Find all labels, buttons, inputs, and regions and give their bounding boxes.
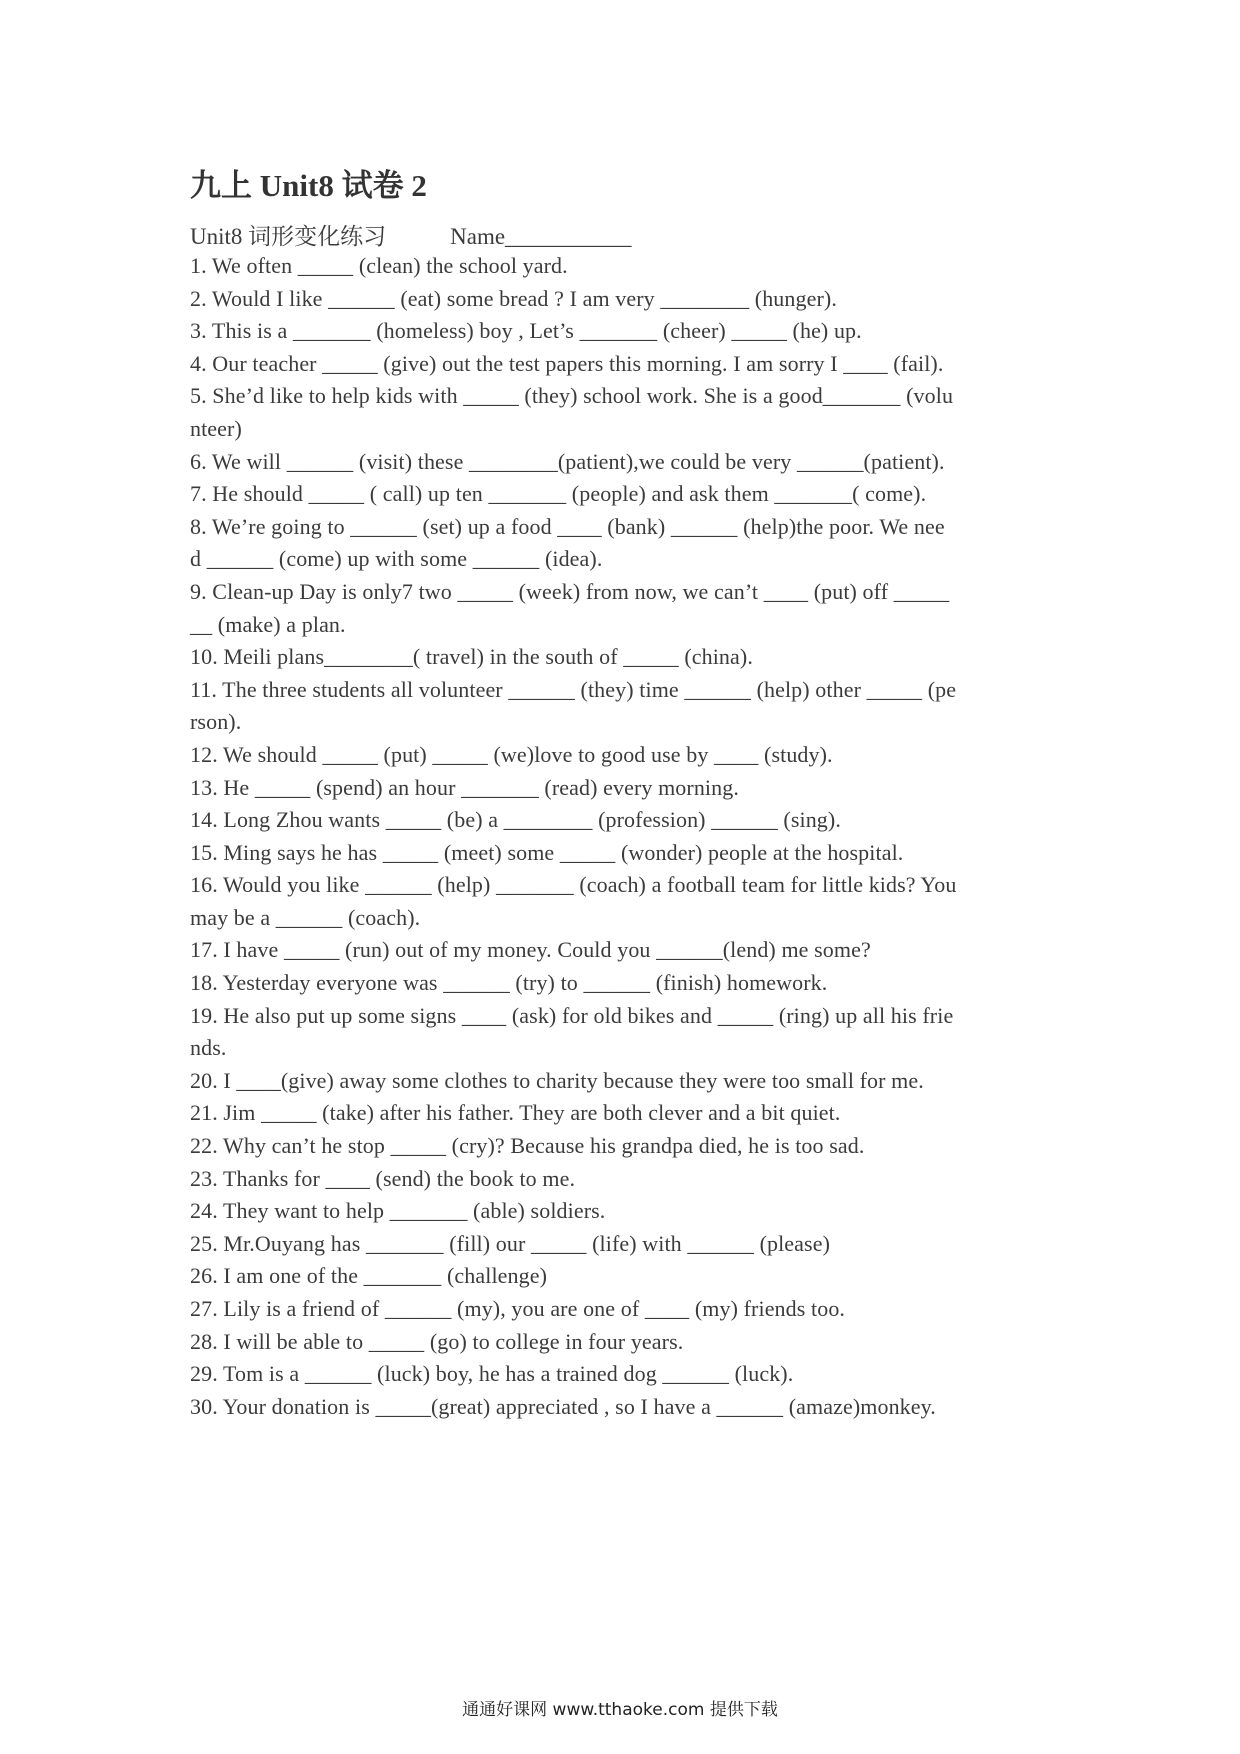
exercise-item — [190, 1260, 1060, 1293]
exercise-item — [190, 674, 1060, 739]
exercise-text: 15. Ming says he has _____ (meet) some _____ (wonder) people at the hospital. — [190, 839, 904, 865]
exercise-text: 8. We’re going to ______ (set) up a food ____ (bank) ______ (help)the poor. We nee — [190, 513, 945, 539]
exercise-text: 25. Mr.Ouyang has _______ (fill) our _____ (life) with ______ (please) — [190, 1230, 830, 1256]
exercise-text: 26. I am one of the _______ (challenge) — [190, 1263, 548, 1289]
exercise-text: 12. We should _____ (put) _____ (we)love to good use by ____ (study). — [190, 741, 833, 767]
worksheet-subtitle: Unit8 词形变化练习 — [190, 224, 387, 249]
exercise-text: 10. Meili plans________( travel) in the south of _____ (china). — [190, 644, 753, 670]
exercise-item — [190, 348, 1060, 381]
exercise-item — [190, 511, 1060, 576]
exercise-text-continued: d ______ (come) up with some ______ (idea). — [190, 546, 603, 572]
exercise-text: 18. Yesterday everyone was ______ (try) to ______ (finish) homework. — [190, 970, 828, 996]
name-field-label: Name___________ — [450, 224, 632, 249]
exercise-text: 27. Lily is a friend of ______ (my), you are one of ____ (my) friends too. — [190, 1296, 846, 1321]
exercise-item — [190, 1358, 1060, 1391]
exercise-text: 11. The three students all volunteer ______ (they) time ______ (help) other _____ (pe — [190, 676, 957, 702]
exercise-text: 17. I have _____ (run) out of my money. Could you ______(lend) me some? — [190, 937, 871, 963]
exercise-text: 22. Why can’t he stop _____ (cry)? Because his grandpa died, he is too sad. — [190, 1133, 865, 1159]
exercise-text: 21. Jim _____ (take) after his father. They are both clever and a bit quiet. — [190, 1100, 841, 1126]
exercise-item — [190, 772, 1060, 805]
exercise-text: 13. He _____ (spend) an hour _______ (read) every morning. — [190, 774, 739, 800]
exercise-item — [190, 315, 1060, 348]
exercise-item — [190, 1097, 1060, 1130]
exercise-text: 24. They want to help _______ (able) soldiers. — [190, 1198, 606, 1224]
exercise-text: 16. Would you like ______ (help) _______ (coach) a football team for little kids? You — [190, 872, 957, 898]
exercise-list — [190, 250, 1060, 1423]
exercise-item — [190, 283, 1060, 316]
page-title: 九上 Unit8 试卷 2 — [190, 168, 427, 203]
exercise-item — [190, 804, 1060, 837]
exercise-item — [190, 1195, 1060, 1228]
exercise-text-continued: nds. — [190, 1035, 227, 1061]
exercise-item — [190, 380, 1060, 445]
exercise-text: 30. Your donation is _____(great) appreciated , so I have a ______ (amaze)monkey. — [190, 1393, 936, 1419]
exercise-text: 28. I will be able to _____ (go) to college in four years. — [190, 1328, 684, 1354]
exercise-text: 14. Long Zhou wants _____ (be) a ________ (profession) ______ (sing). — [190, 807, 841, 833]
exercise-item — [190, 1326, 1060, 1359]
subheader — [190, 218, 632, 251]
exercise-item — [190, 1228, 1060, 1261]
exercise-item — [190, 446, 1060, 479]
exercise-item — [190, 869, 1060, 934]
exercise-text: 2. Would I like ______ (eat) some bread ? I am very ________ (hunger). — [190, 285, 837, 311]
exercise-text: 4. Our teacher _____ (give) out the test papers this morning. I am sorry I ____ (fail). — [190, 350, 944, 376]
exercise-item — [190, 1293, 1060, 1326]
exercise-text: 9. Clean-up Day is only7 two _____ (week) from now, we can’t ____ (put) off _____ — [190, 578, 950, 604]
exercise-item — [190, 739, 1060, 772]
exercise-text: 5. She’d like to help kids with _____ (they) school work. She is a good_______ (volu — [190, 383, 954, 409]
exercise-item — [190, 967, 1060, 1000]
exercise-text: 7. He should _____ ( call) up ten _______ (people) and ask them _______( come). — [190, 481, 927, 507]
exercise-item — [190, 1391, 1060, 1424]
exercise-item — [190, 1163, 1060, 1196]
exercise-text: 23. Thanks for ____ (send) the book to me. — [190, 1165, 576, 1191]
exercise-item — [190, 1065, 1060, 1098]
exercise-text-continued: rson). — [190, 709, 242, 735]
exercise-text: 19. He also put up some signs ____ (ask) for old bikes and _____ (ring) up all his frie — [190, 1002, 954, 1028]
exercise-text: 6. We will ______ (visit) these ________(patient),we could be very ______(patient). — [190, 448, 945, 474]
exercise-item — [190, 1130, 1060, 1163]
footer-credit: 通通好课网 www.tthaoke.com 提供下载 — [462, 1700, 778, 1720]
exercise-text-continued: nteer) — [190, 415, 242, 441]
exercise-item — [190, 1000, 1060, 1065]
exercise-item — [190, 837, 1060, 870]
exercise-item — [190, 641, 1060, 674]
exercise-item — [190, 934, 1060, 967]
exercise-text-continued: __ (make) a plan. — [190, 611, 346, 637]
exercise-text: 3. This is a _______ (homeless) boy , Let’s _______ (cheer) _____ (he) up. — [190, 318, 862, 344]
exercise-text: 20. I ____(give) away some clothes to charity because they were too small for me. — [190, 1067, 924, 1093]
exercise-item — [190, 478, 1060, 511]
exercise-text-continued: may be a ______ (coach). — [190, 904, 421, 930]
exercise-item — [190, 576, 1060, 641]
exercise-item — [190, 250, 1060, 283]
exercise-text: 1. We often _____ (clean) the school yard. — [190, 253, 568, 278]
exercise-text: 29. Tom is a ______ (luck) boy, he has a trained dog ______ (luck). — [190, 1361, 794, 1387]
